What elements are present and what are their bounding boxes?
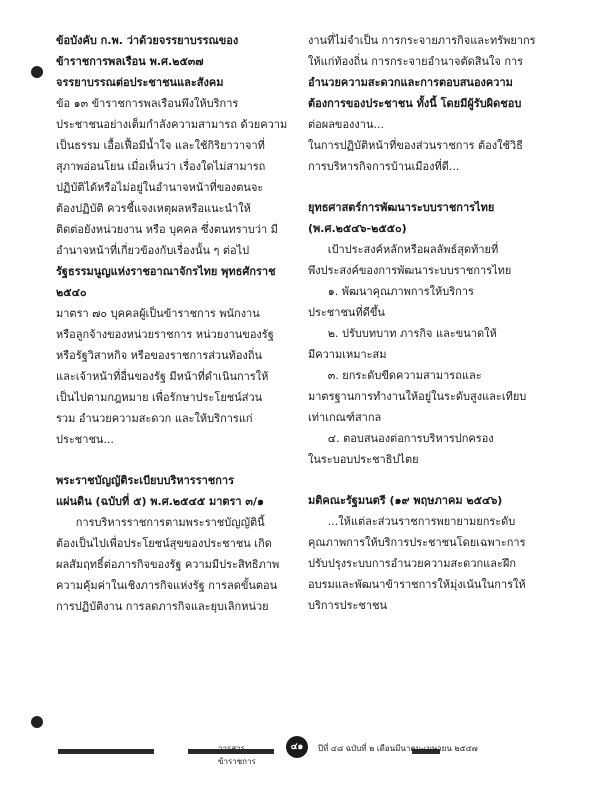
right-column xyxy=(308,30,570,616)
heading-line: ๒๕๔๐ xyxy=(56,286,87,299)
page-number: ๔๑ xyxy=(286,736,308,758)
text-line: ผลสัมฤทธิ์ต่อภารกิจของรัฐ ความมีประสิทธิภาพ xyxy=(56,558,280,571)
heading-line: ข้าราชการพลเรือน พ.ศ.๒๕๓๗ xyxy=(56,55,204,68)
section-gap xyxy=(56,450,318,470)
text-line: เป็นไปตามกฎหมาย เพื่อรักษาประโยชน์ส่วน xyxy=(56,391,263,404)
text-line: ประชาชนอย่างเต็มกำลังความสามารถ ด้วยความ xyxy=(56,118,288,131)
heading-line: มติคณะรัฐมนตรี (๑๙ พฤษภาคม ๒๕๔๖) xyxy=(308,494,503,507)
text-line: เป็นธรรม เอื้อเฟื้อมีน้ำใจ และใช้กิริยาวาจาที่ xyxy=(56,139,265,152)
heading-line: อำนวยความสะดวกและการตอบสนองความ xyxy=(308,76,513,89)
text-line: ๓. ยกระดับขีดความสามารถและ xyxy=(327,369,482,382)
heading-line: พระราชบัญญัติระเบียบบริหารราชการ xyxy=(56,474,234,487)
text-line: ข้อ ๑๓ ข้าราชการพลเรือนพึงให้บริการ xyxy=(56,97,239,110)
text-line: มีความเหมาะสม xyxy=(308,348,387,361)
text-line: ๔. ตอบสนองต่อการบริหารปกครอง xyxy=(327,432,494,445)
text-line: เป้าประสงค์หลักหรือผลลัพธ์สุดท้ายที่ xyxy=(327,243,499,256)
text-line: รวม อำนวยความสะดวก และให้บริการแก่ xyxy=(56,412,253,425)
text-line: เท่าเกณฑ์สากล xyxy=(308,411,382,424)
heading-line: แผ่นดิน (ฉบับที่ ๕) พ.ศ.๒๕๔๕ มาตรา ๓/๑ xyxy=(56,495,264,508)
footer-journal-name: วารสารข้าราชการ xyxy=(218,744,256,766)
section-gap xyxy=(308,177,570,197)
heading-line: ยุทธศาสตร์การพัฒนาระบบราชการไทย xyxy=(308,201,495,214)
text-line: มาตรา ๗๐ บุคคลผู้เป็นข้าราชการ พนักงาน xyxy=(56,307,260,320)
text-line: ปฏิบัติได้หรือไม่อยู่ในอำนาจหน้าที่ของตนจะ xyxy=(56,181,264,194)
text-line: พึงประสงค์ของการพัฒนาระบบราชการไทย xyxy=(308,264,512,277)
text-line: ต้องเป็นไปเพื่อประโยชน์สุขของประชาชน เกิด xyxy=(56,537,272,550)
text-line: หรือรัฐวิสาหกิจ หรือของราชการส่วนท้องถิ่น xyxy=(56,349,263,362)
text-line: การบริหารราชการตามพระราชบัญญัตินี้ xyxy=(75,516,265,529)
text-line: ประชาชน... xyxy=(56,433,114,446)
bullet-dot-bottom xyxy=(31,716,43,728)
text-line: ให้แก่ท้องถิ่น การกระจายอำนาจตัดสินใจ การ xyxy=(308,55,524,68)
text-line: ต่อผลของงาน... xyxy=(308,118,384,131)
footer-rule-left xyxy=(58,749,154,754)
text-line: ประชาชนที่ดีขึ้น xyxy=(308,306,385,319)
section-gap xyxy=(308,470,570,490)
text-line: ปรับปรุงระบบการอำนวยความสะดวกและฝึก xyxy=(308,557,516,570)
text-line: การปฏิบัติงาน การลดภารกิจและยุบเลิกหน่วย xyxy=(56,600,269,613)
footer-issue-info: ปีที่ ๔๘ ฉบับที่ ๒ เดือนมีนาคม-เมษายน ๒๕๔๗ xyxy=(318,744,478,753)
bullet-dot-top xyxy=(31,66,43,78)
text-line: การบริหารกิจการบ้านเมืองที่ดี... xyxy=(308,160,460,173)
heading-line: จรรยาบรรณต่อประชาชนและสังคม xyxy=(56,76,224,89)
text-line: สุภาพอ่อนโยน เมื่อเห็นว่า เรื่องใดไม่สามารถ xyxy=(56,160,266,173)
text-line: บริการประชาชน xyxy=(308,599,388,612)
text-line: ในระบอบประชาธิปไตย xyxy=(308,453,419,466)
text-line: ในการปฏิบัติหน้าที่ของส่วนราชการ ต้องใช้วิธี xyxy=(308,139,523,152)
text-line: ...ให้แต่ละส่วนราชการพยายามยกระดับ xyxy=(327,515,516,528)
text-line: ความคุ้มค่าในเชิงภารกิจแห่งรัฐ การลดขั้นตอน xyxy=(56,579,278,592)
text-line: และเจ้าหน้าที่อื่นของรัฐ มีหน้าที่ดำเนินการให้ xyxy=(56,370,269,383)
text-line: หรือลูกจ้างของหน่วยราชการ หน่วยงานของรัฐ xyxy=(56,328,274,341)
heading-line: ข้อบังคับ ก.พ. ว่าด้วยจรรยาบรรณของ xyxy=(56,34,239,47)
text-line: ต้องปฏิบัติ ควรชี้แจงเหตุผลหรือแนะนำให้ xyxy=(56,202,251,215)
text-line: มาตรฐานการทำงานให้อยู่ในระดับสูงและเทียบ xyxy=(308,390,527,403)
heading-line: รัฐธรรมนูญแห่งราชอาณาจักรไทย พุทธศักราช xyxy=(56,265,276,278)
text-line: ติดต่อยังหน่วยงาน หรือ บุคคล ซึ่งตนทราบว่า มี xyxy=(56,223,278,236)
text-line: ๑. พัฒนาคุณภาพการให้บริการ xyxy=(327,285,474,298)
text-line: อำนาจหน้าที่เกี่ยวข้องกับเรื่องนั้น ๆ ต่อไป xyxy=(56,244,250,257)
left-column xyxy=(56,30,318,617)
text-line: งานที่ไม่จำเป็น การกระจายภารกิจและทรัพยากร xyxy=(308,34,536,47)
text-line: ๒. ปรับบทบาท ภารกิจ และขนาดให้ xyxy=(327,327,497,340)
heading-line: (พ.ศ.๒๕๔๖-๒๕๕๐) xyxy=(308,222,407,235)
text-line: คุณภาพการให้บริการประชาชนโดยเฉพาะการ xyxy=(308,536,526,549)
text-line: อบรมและพัฒนาข้าราชการให้มุ่งเน้นในการให้ xyxy=(308,578,526,591)
heading-line: ต้องการของประชาชน ทั้งนี้ โดยมีผู้รับผิดชอบ xyxy=(308,97,522,110)
